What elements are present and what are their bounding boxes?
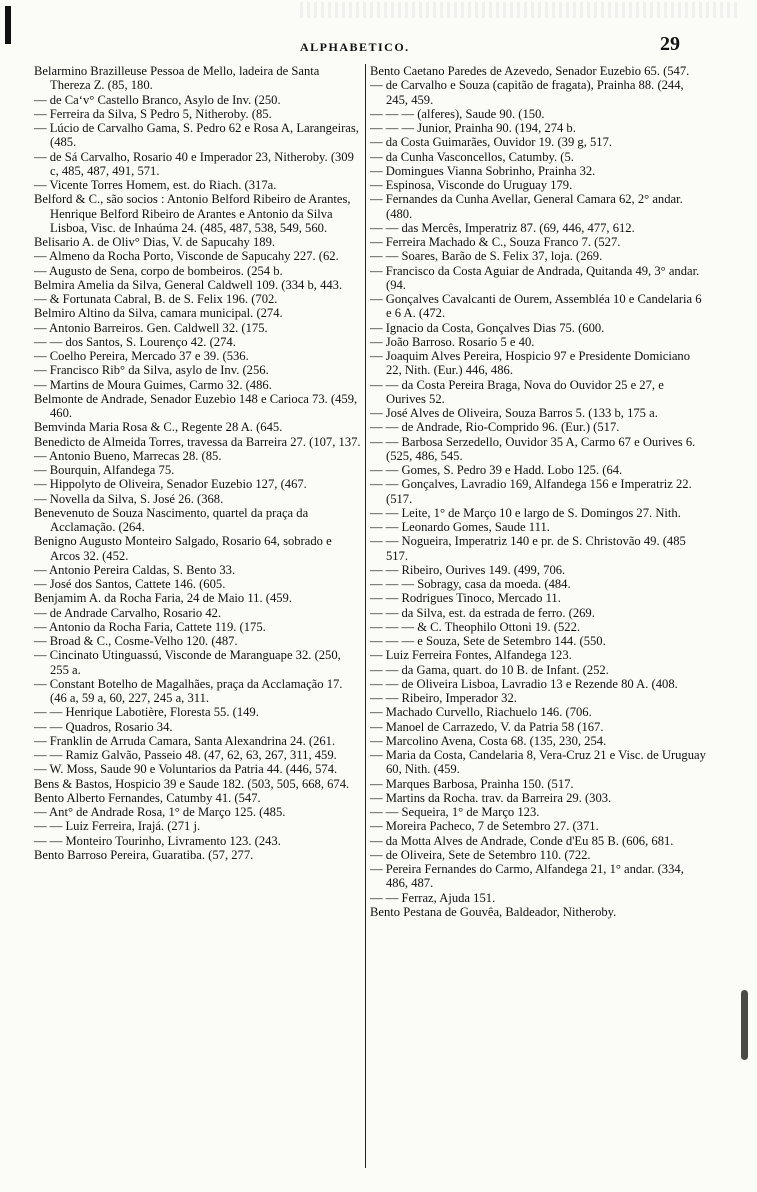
directory-entry: — Luiz Ferreira Fontes, Alfandega 123.: [370, 648, 572, 663]
directory-entry: — — — e Souza, Sete de Setembro 144. (550.: [370, 634, 606, 648]
page-edge-smudge: [741, 990, 748, 1060]
directory-entry: — — da Silva, est. da estrada de ferro. (269.: [370, 605, 595, 620]
directory-entry: — Ferreira da Silva, S Pedro 5, Nitheroby. (85.: [34, 106, 272, 121]
directory-entry: Benjamim A. da Rocha Faria, 24 de Maio 11. (459.: [34, 591, 293, 606]
directory-entry: Bemvinda Maria Rosa & C., Regente 28 A. (645.: [34, 420, 283, 435]
directory-entry: — Pereira Fernandes do Carmo, Alfandega 21, 1° andar. (334, 486, 487.: [370, 862, 684, 891]
directory-entry: — José Alves de Oliveira, Souza Barros 5. (133 b, 175 a.: [370, 406, 658, 420]
directory-entry: — Antonio da Rocha Faria, Cattete 119. (175.: [34, 619, 266, 634]
directory-entry: — — da Costa Pereira Braga, Nova do Ouvidor 25 e 27, e Ourives 52.: [370, 377, 664, 406]
directory-entry: — Ignacio da Costa, Gonçalves Dias 75. (600.: [370, 320, 605, 335]
directory-entry: Belmiro Altino da Silva, camara municipal. (274.: [34, 306, 283, 321]
directory-entry: — Gonçalves Cavalcanti de Ourem, Assembléa 10 e Candelaria 6 e 6 A. (472.: [370, 292, 702, 321]
directory-entry: — — Barbosa Serzedello, Ouvidor 35 A, Carmo 67 e Ourives 6. (525, 486, 545.: [370, 434, 696, 463]
directory-entry: Benevenuto de Souza Nascimento, quartel da praça da Acclamação. (264.: [34, 505, 309, 534]
directory-entry: — — Leite, 1° de Março 10 e largo de S. Domingos 27. Nith.: [370, 505, 681, 520]
directory-entry: — Maria da Costa, Candelaria 8, Vera-Cruz 21 e Visc. de Uruguay 60, Nith. (459.: [370, 748, 706, 777]
directory-entry: — — — Sobragy, casa da moeda. (484.: [370, 577, 571, 591]
directory-entry: — — dos Santos, S. Lourenço 42. (274.: [34, 334, 236, 349]
directory-entry: Belmira Amelia da Silva, General Caldwell 109. (334 b, 443.: [34, 277, 343, 292]
directory-entry: — — Monteiro Tourinho, Livramento 123. (243.: [34, 833, 281, 848]
directory-entry: — Ferreira Machado & C., Souza Franco 7. (527.: [370, 235, 621, 249]
directory-entry: — — Quadros, Rosario 34.: [34, 719, 173, 734]
directory-entry: — de Oliveira, Sete de Setembro 110. (722.: [370, 847, 591, 862]
directory-entry: — Marcolino Avena, Costa 68. (135, 230, 254.: [370, 733, 607, 748]
directory-entry: — Francisco da Costa Aguiar de Andrada, Quitanda 49, 3° andar. (94.: [370, 263, 700, 292]
directory-entry: Belmonte de Andrade, Senador Euzebio 148 e Carioca 73. (459, 460.: [34, 391, 358, 420]
page-number: 29: [660, 33, 680, 55]
directory-entry: — Manoel de Carrazedo, V. da Patria 58 (167.: [370, 719, 604, 734]
directory-entry: — da Costa Guimarães, Ouvidor 19. (39 g, 517.: [370, 135, 613, 150]
directory-entry: — — Ribeiro, Imperador 32.: [370, 691, 517, 705]
directory-entry: — de Sá Carvalho, Rosario 40 e Imperador 23, Nitheroby. (309 c, 485, 487, 491, 571.: [34, 149, 354, 178]
running-head: ALPHABETICO.: [300, 40, 410, 54]
directory-entry: — da Cunha Vasconcellos, Catumby. (5.: [370, 149, 574, 164]
directory-entry: — José dos Santos, Cattete 146. (605.: [34, 577, 226, 591]
directory-entry: Benigno Augusto Monteiro Salgado, Rosario 64, sobrado e Arcos 32. (452.: [34, 534, 332, 563]
directory-entry: — — Henrique Labotière, Floresta 55. (149.: [34, 705, 259, 720]
directory-entry: — — Rodrigues Tinoco, Mercado 11.: [370, 591, 561, 606]
directory-entry: — Francisco Rib° da Silva, asylo de Inv. (256.: [34, 363, 269, 378]
page-header: [0, 28, 757, 58]
right-column: [370, 64, 706, 919]
directory-entry: Bento Alberto Fernandes, Catumby 41. (547.: [34, 790, 261, 805]
directory-entry: — Domingues Vianna Sobrinho, Prainha 32.: [370, 163, 596, 178]
directory-entry: — de Carvalho e Souza (capitão de fragata), Prainha 88. (244, 245, 459.: [370, 78, 684, 107]
directory-entry: — — Gomes, S. Pedro 39 e Hadd. Lobo 125. (64.: [370, 463, 623, 477]
directory-entry: — & Fortunata Cabral, B. de S. Felix 196. (702.: [34, 292, 278, 306]
directory-entry: — — Gonçalves, Lavradio 169, Alfandega 156 e Imperatriz 22. (517.: [370, 477, 692, 506]
directory-entry: — Espinosa, Visconde do Uruguay 179.: [370, 178, 573, 192]
directory-entry: — Augusto de Sena, corpo de bombeiros. (254 b.: [34, 263, 283, 278]
show-through-text: [300, 2, 740, 18]
directory-entry: — — de Andrade, Rio-Comprido 96. (Eur.) (517.: [370, 420, 620, 435]
directory-entry: — Vicente Torres Homem, est. do Riach. (317a.: [34, 178, 277, 192]
directory-entry: Benedicto de Almeida Torres, travessa da Barreira 27. (107, 137.: [34, 434, 361, 449]
directory-entry: — — Leonardo Gomes, Saude 111.: [370, 520, 550, 534]
directory-entry: — — da Gama, quart. do 10 B. de Infant. (252.: [370, 662, 609, 677]
directory-entry: — Constant Botelho de Magalhães, praça da Acclamação 17. (46 a, 59 a, 60, 227, 245 a, 311.: [34, 676, 343, 705]
directory-entry: — Lúcio de Carvalho Gama, S. Pedro 62 e Rosa A, Larangeiras, (485.: [34, 121, 359, 150]
directory-entry: — Antonio Pereira Caldas, S. Bento 33.: [34, 562, 236, 577]
directory-entry: — — Ferraz, Ajuda 151.: [370, 890, 496, 905]
directory-entry: — de Ca‘v° Castello Branco, Asylo de Inv. (250.: [34, 92, 281, 107]
directory-entry: — Moreira Pacheco, 7 de Setembro 27. (371.: [370, 819, 599, 834]
directory-entry: — Cincinato Utinguassú, Visconde de Maranguape 32. (250, 255 a.: [34, 648, 341, 677]
directory-entry: — — Luiz Ferreira, Irajá. (271 j.: [34, 819, 201, 834]
directory-entry: — Machado Curvello, Riachuelo 146. (706.: [370, 705, 592, 720]
directory-entry: Bento Caetano Paredes de Azevedo, Senador Euzebio 65. (547.: [370, 64, 690, 78]
directory-entry: — — Soares, Barão de S. Felix 37, loja. (269.: [370, 249, 603, 264]
directory-entry: Bens & Bastos, Hospicio 39 e Saude 182. (503, 505, 668, 674.: [34, 776, 350, 791]
directory-entry: — — de Oliveira Lisboa, Lavradio 13 e Rezende 80 A. (408.: [370, 676, 678, 691]
directory-entry: — — das Mercês, Imperatriz 87. (69, 446, 477, 612.: [370, 220, 635, 235]
directory-entry: Belisario A. de Oliv° Dias, V. de Sapucahy 189.: [34, 235, 276, 249]
left-column: [34, 64, 362, 862]
directory-entry: Belarmino Brazilleuse Pessoa de Mello, ladeira de Santa Thereza Z. (85, 180.: [34, 64, 320, 93]
directory-entry: — Hippolyto de Oliveira, Senador Euzebio 127, (467.: [34, 477, 307, 492]
directory-entry: — Bourquin, Alfandega 75.: [34, 463, 175, 477]
directory-entry: — — Ramiz Galvão, Passeio 48. (47, 62, 63, 267, 311, 459.: [34, 748, 337, 762]
directory-entry: — Martins da Rocha. trav. da Barreira 29. (303.: [370, 790, 612, 805]
directory-entry: Bento Pestana de Gouvêa, Baldeador, Nitheroby.: [370, 904, 617, 919]
directory-entry: — Broad & C., Cosme-Velho 120. (487.: [34, 634, 238, 648]
directory-entry: — Almeno da Rocha Porto, Visconde de Sapucahy 227. (62.: [34, 249, 339, 264]
directory-entry: — — — Junior, Prainha 90. (194, 274 b.: [370, 121, 576, 135]
directory-entry: — Coelho Pereira, Mercado 37 e 39. (536.: [34, 349, 249, 363]
directory-entry: — Fernandes da Cunha Avellar, General Camara 62, 2° andar. (480.: [370, 192, 683, 221]
directory-entry: — — Nogueira, Imperatriz 140 e pr. de S. Christovão 49. (485 517.: [370, 534, 686, 563]
column-divider: [365, 64, 366, 1168]
directory-entry: — W. Moss, Saude 90 e Voluntarios da Patria 44. (446, 574.: [34, 762, 338, 777]
directory-entry: — Antonio Barreiros. Gen. Caldwell 32. (175.: [34, 320, 268, 335]
directory-entry: — de Andrade Carvalho, Rosario 42.: [34, 605, 222, 620]
directory-entry: — Antonio Bueno, Marrecas 28. (85.: [34, 448, 222, 463]
directory-entry: — Joaquim Alves Pereira, Hospicio 97 e Presidente Domiciano 22, Nith. (Eur.) 446, 486.: [370, 349, 691, 378]
directory-entry: — da Motta Alves de Andrade, Conde d'Eu 85 B. (606, 681.: [370, 833, 674, 848]
directory-entry: — — — & C. Theophilo Ottoni 19. (522.: [370, 619, 581, 634]
directory-entry: — Franklin de Arruda Camara, Santa Alexandrina 24. (261.: [34, 733, 336, 748]
directory-entry: — Novella da Silva, S. José 26. (368.: [34, 491, 224, 506]
directory-entry: — — — (alferes), Saude 90. (150.: [370, 106, 545, 121]
directory-entry: — Ant° de Andrade Rosa, 1° de Março 125. (485.: [34, 805, 286, 819]
directory-entry: — — Ribeiro, Ourives 149. (499, 706.: [370, 562, 566, 577]
directory-entry: — — Sequeira, 1° de Março 123.: [370, 805, 540, 819]
directory-entry: — Marques Barbosa, Prainha 150. (517.: [370, 776, 574, 791]
directory-entry: — Martins de Moura Guimes, Carmo 32. (486.: [34, 377, 272, 392]
directory-entry: Belford & C., são socios : Antonio Belford Ribeiro de Arantes, Henrique Belford Ribeiro de Arantes e Antonio da Silva Lisboa, Visc. de Inhaúma 24. (485, 487, 538, 549, 560.: [34, 192, 351, 235]
directory-entry: Bento Barroso Pereira, Guaratiba. (57, 277.: [34, 847, 254, 862]
directory-entry: — João Barroso. Rosario 5 e 40.: [370, 334, 535, 349]
